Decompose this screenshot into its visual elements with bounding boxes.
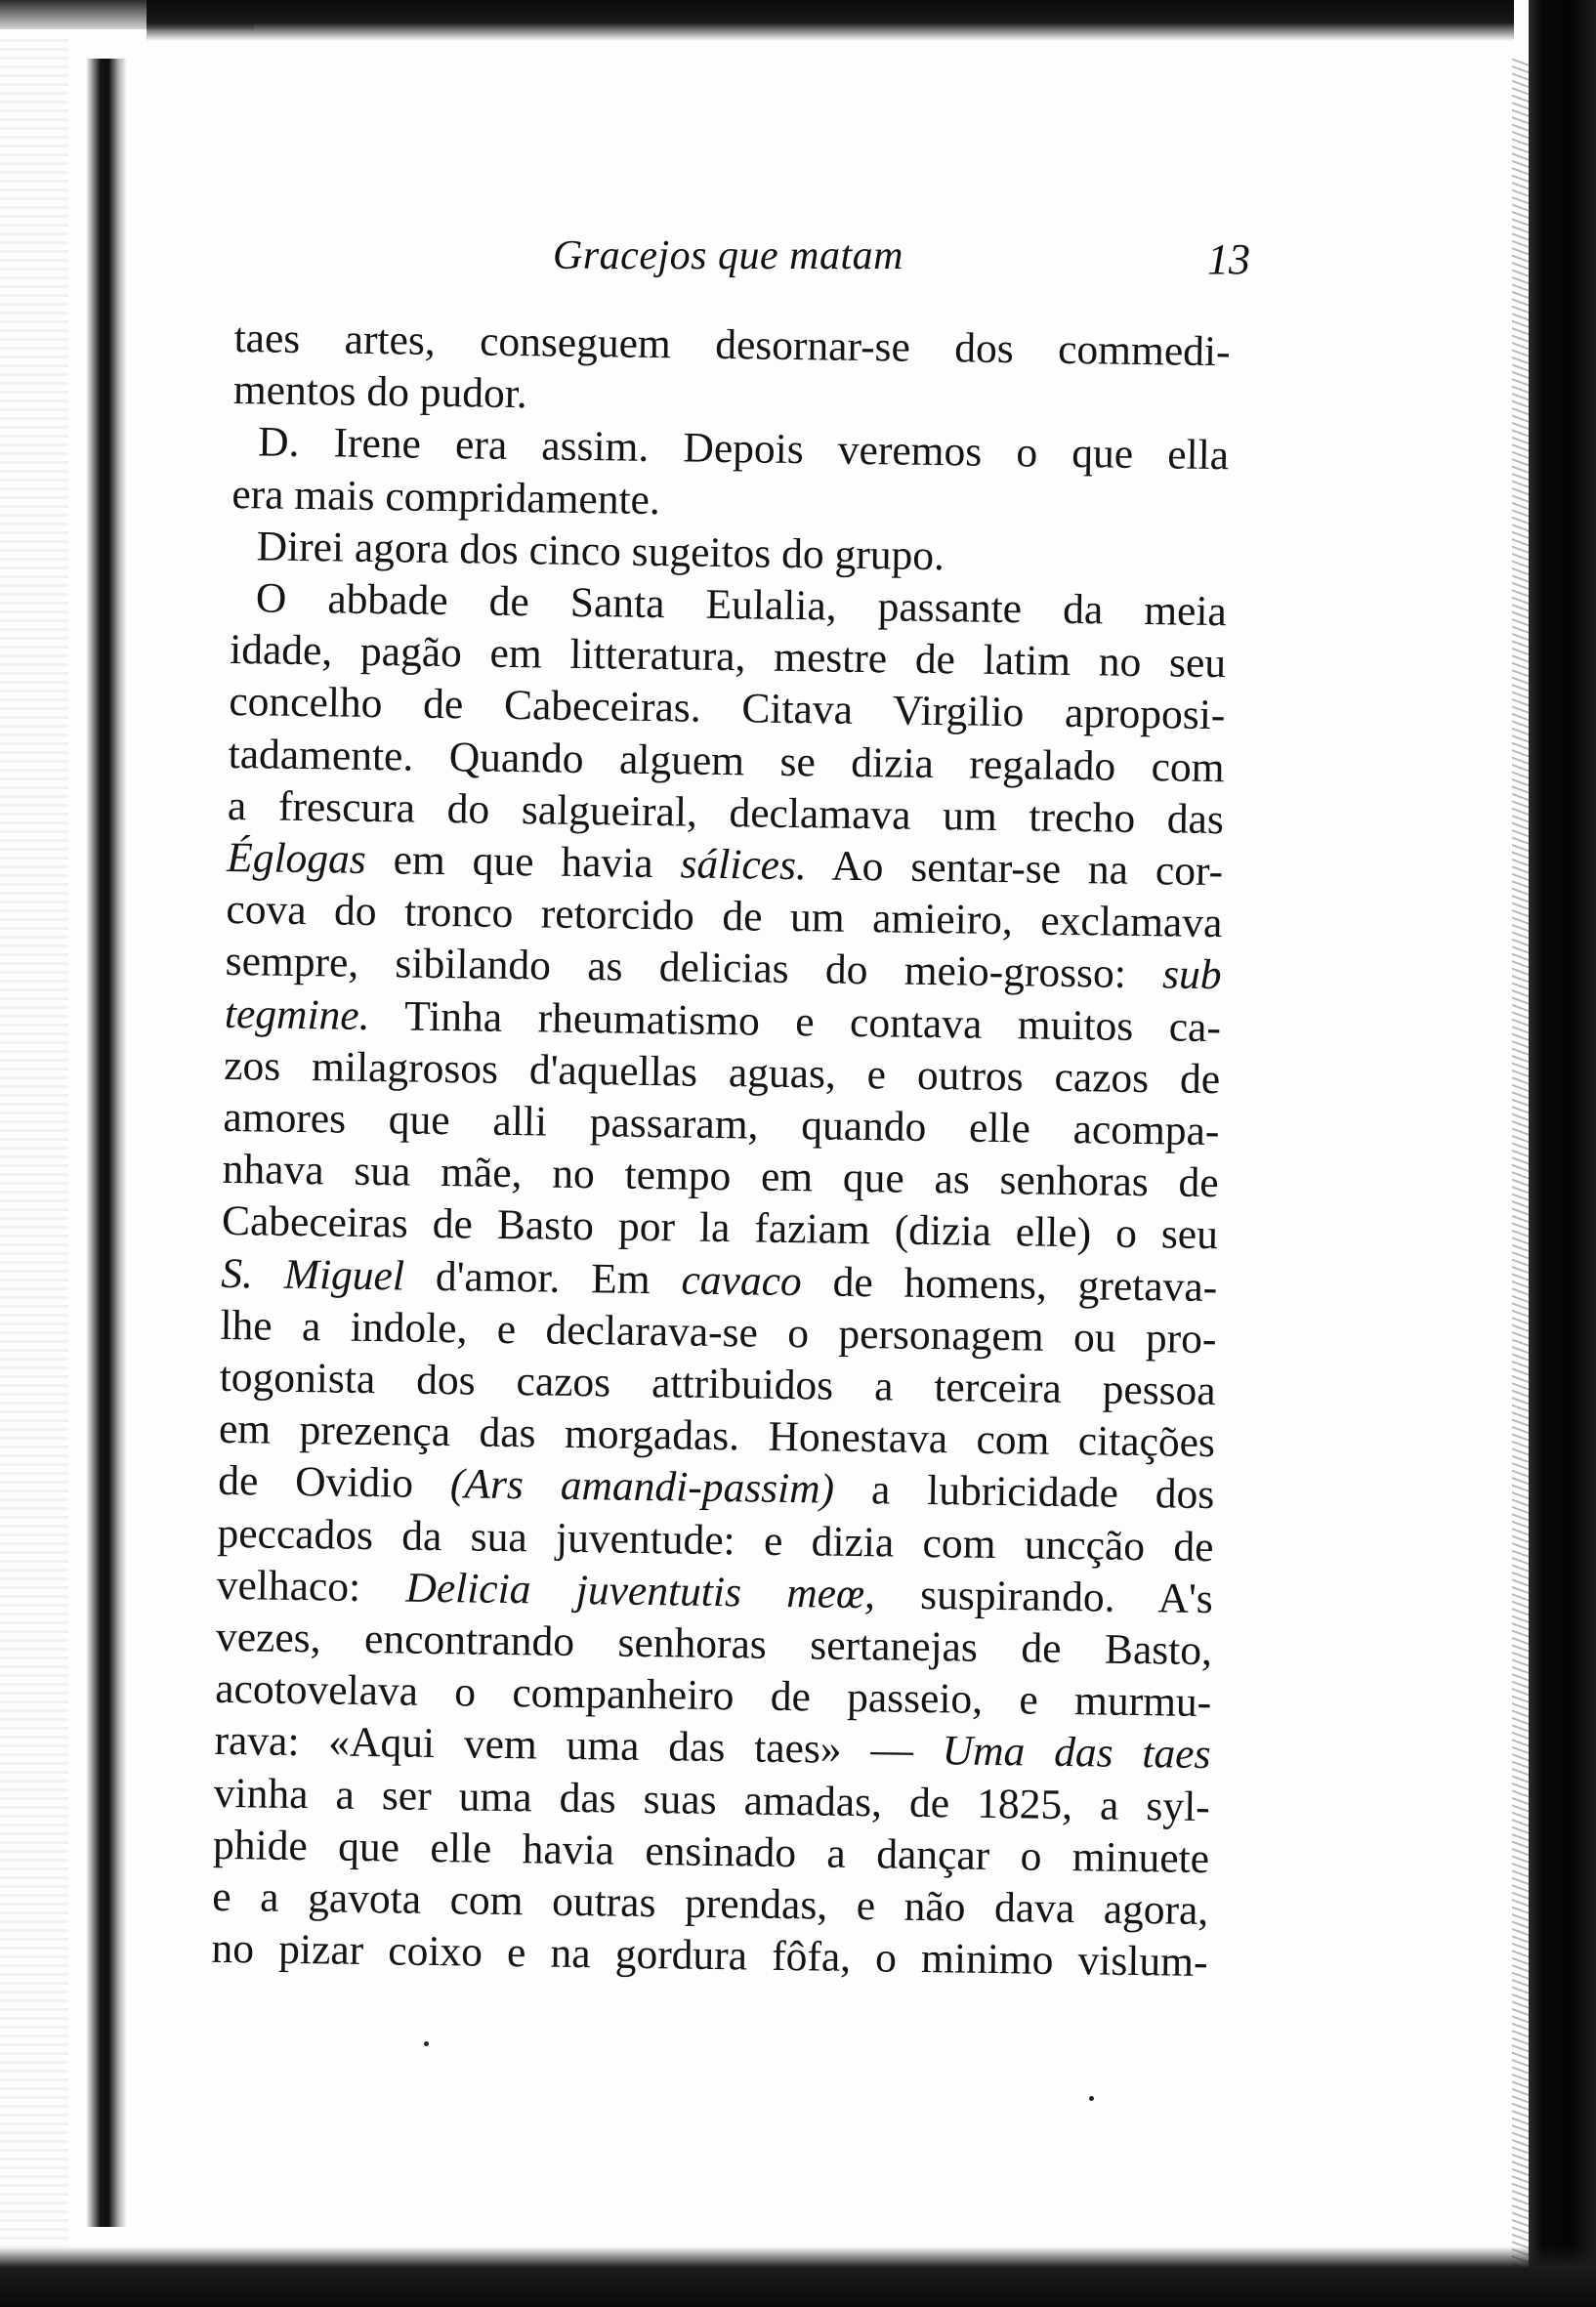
scan-border-right — [1529, 0, 1596, 2307]
text-fragment: suspirando. A's — [874, 1571, 1214, 1622]
page-number: 13 — [1207, 235, 1250, 283]
scan-border-bottom — [0, 2246, 1596, 2307]
text-fragment: d'amor. Em — [403, 1252, 682, 1304]
text-fragment: de Ovidio — [217, 1457, 451, 1508]
running-title: Gracejos que matam — [553, 233, 903, 278]
text-line: concelho de Cabeceiras. Citava Virgilio aproposi- — [229, 678, 1226, 739]
italic-word: Églogas — [226, 833, 367, 883]
ink-speck — [1089, 2096, 1094, 2101]
text-fragment: a lubricidade dos — [833, 1466, 1215, 1519]
text-line: no pizar coixo e na gordura fôfa, o minimo vislum- — [211, 1925, 1208, 1987]
text-line: vinha a ser uma das suas amadas, de 1825, a syl- — [213, 1769, 1211, 1830]
text-line: nhava sua mãe, no tempo em que as senhoras de — [222, 1146, 1219, 1207]
text-line: Direi agora dos cinco sugeitos do grupo. — [256, 523, 945, 579]
text-line: vezes, encontrando senhoras sertanejas de Basto, — [215, 1613, 1213, 1675]
text-line: taes artes, conseguem desornar-se dos commedi- — [233, 314, 1231, 376]
text-line: Cabeceiras de Basto por la faziam (dizia elle) o seu — [221, 1197, 1219, 1259]
text-fragment: sempre, sibilando as delicias do meio-grosso: — [225, 938, 1163, 998]
ink-speck — [424, 2041, 429, 2046]
scan-border-top — [147, 0, 1514, 41]
text-fragment: em que havia — [365, 835, 681, 888]
italic-word: cavaco — [681, 1256, 803, 1305]
text-line: lhe a indole, e declarava-se o personagem ou pro- — [220, 1301, 1217, 1363]
italic-word: (Ars amandi-passim) — [449, 1460, 835, 1514]
scan-border-left — [86, 59, 127, 2227]
text-fragment: Ao sentar-se na cor- — [806, 842, 1224, 896]
body-text — [211, 313, 1231, 1990]
text-line: zos milagrosos d'aquellas aguas, e outros cazos de — [223, 1041, 1221, 1104]
text-line: a frescura do salgueiral, declamava um trecho das — [227, 781, 1225, 844]
text-line: D. Irene era assim. Depois veremos o que ella — [257, 418, 1230, 480]
italic-word: Delicia juventutis meœ, — [405, 1564, 876, 1618]
page-header — [234, 232, 1250, 291]
text-line: e a gavota com outras prendas, e não dava agora, — [212, 1872, 1209, 1935]
text-line: peccados da sua juventude: e dizia com uncção de — [217, 1509, 1214, 1571]
text-fragment: Tinha rheumatismo e contava muitos ca- — [369, 991, 1222, 1051]
text-line: acotovelava o companheiro de passeio, e murmu- — [214, 1665, 1212, 1727]
text-line: mentos do pudor. — [232, 366, 528, 418]
italic-word: Uma das taes — [942, 1727, 1211, 1779]
text-line: cova do tronco retorcido de um amieiro, exclamava — [226, 886, 1223, 947]
text-line: tadamente. Quando alguem se dizia regalado com — [228, 730, 1225, 791]
text-line: phide que elle havia ensinado a dançar o minuete — [212, 1821, 1210, 1882]
text-line: amores que alli passaram, quando elle acompa- — [223, 1093, 1220, 1155]
text-line: togonista dos cazos attribuidos a terceira pessoa — [219, 1353, 1217, 1415]
italic-word: sub — [1161, 950, 1222, 999]
text-fragment: de homens, gretava- — [801, 1257, 1218, 1311]
text-line: O abbade de Santa Eulalia, passante da meia — [255, 574, 1228, 636]
italic-word: tegmine. — [224, 989, 370, 1039]
text-line: idade, pagão em litteratura, mestre de latim no seu — [229, 626, 1227, 688]
text-line: em prezença das morgadas. Honestava com citações — [218, 1405, 1216, 1467]
scan-border-left-faint — [0, 39, 68, 2246]
text-fragment: rava: «Aqui vem uma das taes» — — [214, 1717, 944, 1775]
text-fragment: velhaco: — [216, 1561, 406, 1612]
text-line: era mais compridamente. — [231, 470, 661, 524]
italic-word: S. Miguel — [220, 1249, 405, 1300]
italic-word: sálices. — [680, 840, 808, 890]
